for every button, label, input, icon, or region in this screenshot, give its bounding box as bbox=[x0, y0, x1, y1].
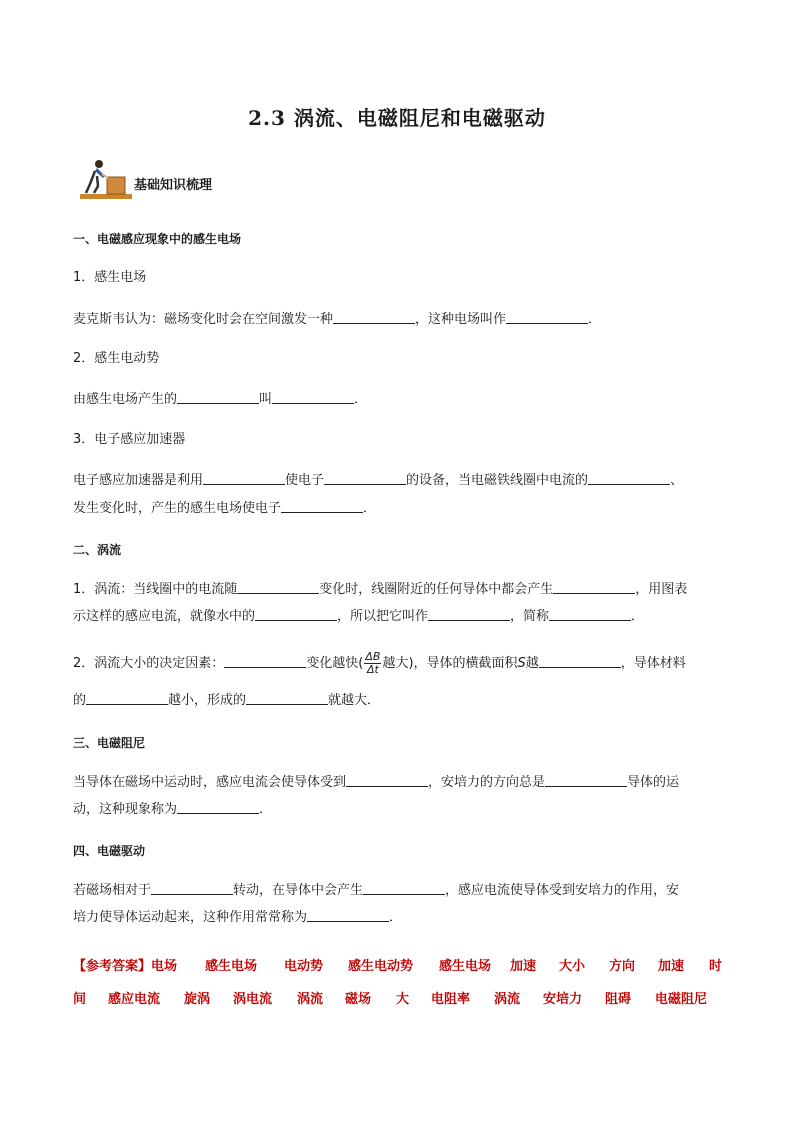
answer-item: 涡流 bbox=[494, 992, 521, 1007]
text-segment: 就越大． bbox=[328, 693, 381, 708]
paragraph-eddy-1 bbox=[73, 580, 687, 598]
heading-magnetic-damping: 三、电磁阻尼 bbox=[73, 736, 146, 750]
answer-item: 加速 bbox=[658, 959, 685, 974]
blank[interactable] bbox=[151, 881, 233, 895]
answer-item: 旋涡 bbox=[184, 992, 211, 1007]
text-segment: 示这样的感应电流，就像水中的 bbox=[73, 609, 256, 624]
blank[interactable] bbox=[177, 390, 259, 404]
text-segment: ． bbox=[631, 609, 645, 624]
paragraph-drive-1 bbox=[73, 881, 679, 899]
answer-item: 间 bbox=[73, 992, 87, 1007]
text-segment: 越大)，导体的横截面积 bbox=[382, 656, 518, 671]
answer-item: 【参考答案】电场 bbox=[73, 959, 178, 974]
paragraph-damping-2 bbox=[73, 800, 272, 818]
text-segment: ． bbox=[354, 392, 368, 407]
blank[interactable] bbox=[346, 773, 428, 787]
paragraph-damping-1 bbox=[73, 773, 679, 791]
blank[interactable] bbox=[324, 471, 406, 485]
answer-item: 时 bbox=[709, 959, 723, 974]
text-segment: 越 bbox=[525, 656, 539, 671]
text-segment: ΔB bbox=[365, 650, 381, 663]
text-segment: 的设备，当电磁铁线圈中电流的 bbox=[406, 473, 589, 488]
sub-betatron: 3．电子感应加速器 bbox=[73, 432, 186, 447]
answer-item: 方向 bbox=[609, 959, 636, 974]
paragraph-betatron-2 bbox=[73, 499, 376, 517]
heading-magnetic-drive: 四、电磁驱动 bbox=[73, 844, 146, 858]
blank[interactable] bbox=[203, 471, 285, 485]
text-segment: 由感生电场产生的 bbox=[73, 392, 178, 407]
answer-item: 电阻率 bbox=[431, 992, 471, 1007]
text-segment: ． bbox=[588, 312, 602, 327]
answer-item: 加速 bbox=[510, 959, 537, 974]
answer-item: 感应电流 bbox=[108, 992, 161, 1007]
blank[interactable] bbox=[281, 499, 363, 513]
blank[interactable] bbox=[177, 800, 259, 814]
blank[interactable] bbox=[549, 607, 631, 621]
answer-item: 感生电场 bbox=[439, 959, 492, 974]
blank[interactable] bbox=[588, 471, 670, 485]
answer-item: 涡流 bbox=[297, 992, 324, 1007]
text-segment: 、 bbox=[670, 473, 684, 488]
sub-induced-emf: 2．感生电动势 bbox=[73, 351, 160, 366]
text-segment: 动，这种现象称为 bbox=[73, 802, 178, 817]
text-segment: 培力使导体运动起来，这种作用常常称为 bbox=[73, 910, 308, 925]
answer-item: 电动势 bbox=[284, 959, 324, 974]
text-segment: 转动，在导体中会产生 bbox=[233, 883, 364, 898]
paragraph-maxwell bbox=[73, 310, 601, 328]
paragraph-drive-2 bbox=[73, 908, 402, 926]
answer-item: 大 bbox=[396, 992, 410, 1007]
text-segment: 变化时，线圈附近的任何导体中都会产生 bbox=[319, 582, 554, 597]
paragraph-eddy-factors-2 bbox=[73, 691, 380, 709]
text-segment: ，简称 bbox=[510, 609, 550, 624]
blank[interactable] bbox=[255, 607, 337, 621]
text-segment: 1．涡流：当线圈中的电流随 bbox=[73, 582, 238, 597]
text-segment: 当导体在磁场中运动时，感应电流会使导体受到 bbox=[73, 775, 347, 790]
heading-induced-field: 一、电磁感应现象中的感生电场 bbox=[73, 232, 242, 246]
flux-rate-fraction bbox=[364, 651, 381, 676]
text-segment: 导体的运 bbox=[627, 775, 680, 790]
heading-eddy-current: 二、涡流 bbox=[73, 543, 122, 557]
blank[interactable] bbox=[539, 654, 621, 668]
text-segment: 2．涡流大小的决定因素： bbox=[73, 656, 225, 671]
blank[interactable] bbox=[246, 691, 328, 705]
sub-induced-field: 1．感生电场 bbox=[73, 270, 147, 285]
text-segment: 发生变化时，产生的感生电场使电子 bbox=[73, 501, 282, 516]
blank[interactable] bbox=[428, 607, 510, 621]
text-segment: 若磁场相对于 bbox=[73, 883, 152, 898]
text-segment: ，导体材料 bbox=[620, 656, 686, 671]
blank[interactable] bbox=[224, 654, 306, 668]
text-segment: ． bbox=[363, 501, 377, 516]
text-segment: 麦克斯韦认为：磁场变化时会在空间激发一种 bbox=[73, 312, 334, 327]
answer-item: 大小 bbox=[559, 959, 586, 974]
blank[interactable] bbox=[86, 691, 168, 705]
text-segment: ． bbox=[389, 910, 403, 925]
blank[interactable] bbox=[506, 310, 588, 324]
text-segment: 越小，形成的 bbox=[168, 693, 247, 708]
text-segment: 电子感应加速器是利用 bbox=[73, 473, 204, 488]
blank[interactable] bbox=[553, 580, 635, 594]
answer-item: 电磁阻尼 bbox=[655, 992, 708, 1007]
answer-item: 感生电动势 bbox=[348, 959, 414, 974]
paragraph-induced-emf bbox=[73, 390, 367, 408]
section-header bbox=[80, 156, 280, 200]
blank[interactable] bbox=[333, 310, 415, 324]
paragraph-eddy-2 bbox=[73, 607, 644, 625]
paragraph-eddy-factors-1: 2．涡流大小的决定因素： 变化越快( $\frac{\Delta B}{\Delta t}$ 越大)，导体的横截面积S越 ，导体材料 bbox=[73, 650, 686, 676]
text-segment: ，用图表 bbox=[635, 582, 688, 597]
text-segment: 叫 bbox=[259, 392, 273, 407]
text-segment: ． bbox=[259, 802, 273, 817]
text-segment: 使电子 bbox=[285, 473, 325, 488]
text-segment: ，这种电场叫作 bbox=[415, 312, 507, 327]
text-segment: ，安培力的方向总是 bbox=[428, 775, 546, 790]
answer-item: 磁场 bbox=[345, 992, 372, 1007]
text-segment: Δt bbox=[366, 663, 379, 676]
answer-item: 感生电场 bbox=[205, 959, 258, 974]
answer-item: 安培力 bbox=[543, 992, 583, 1007]
blank[interactable] bbox=[272, 390, 354, 404]
blank[interactable] bbox=[363, 881, 445, 895]
blank[interactable] bbox=[307, 908, 389, 922]
blank[interactable] bbox=[545, 773, 627, 787]
blank[interactable] bbox=[237, 580, 319, 594]
paragraph-betatron-1 bbox=[73, 471, 683, 489]
section-header-label: 基础知识梳理 bbox=[134, 178, 213, 193]
page-title: 2.3 涡流、电磁阻尼和电磁驱动 bbox=[248, 106, 546, 130]
answer-item: 涡电流 bbox=[233, 992, 273, 1007]
text-segment: 的 bbox=[73, 693, 87, 708]
answer-item: 阻碍 bbox=[605, 992, 632, 1007]
pushing-box-icon bbox=[80, 156, 132, 200]
text-segment: 变化越快( bbox=[306, 656, 364, 671]
text-segment: ，所以把它叫作 bbox=[337, 609, 429, 624]
text-segment: ，感应电流使导体受到安培力的作用，安 bbox=[445, 883, 680, 898]
